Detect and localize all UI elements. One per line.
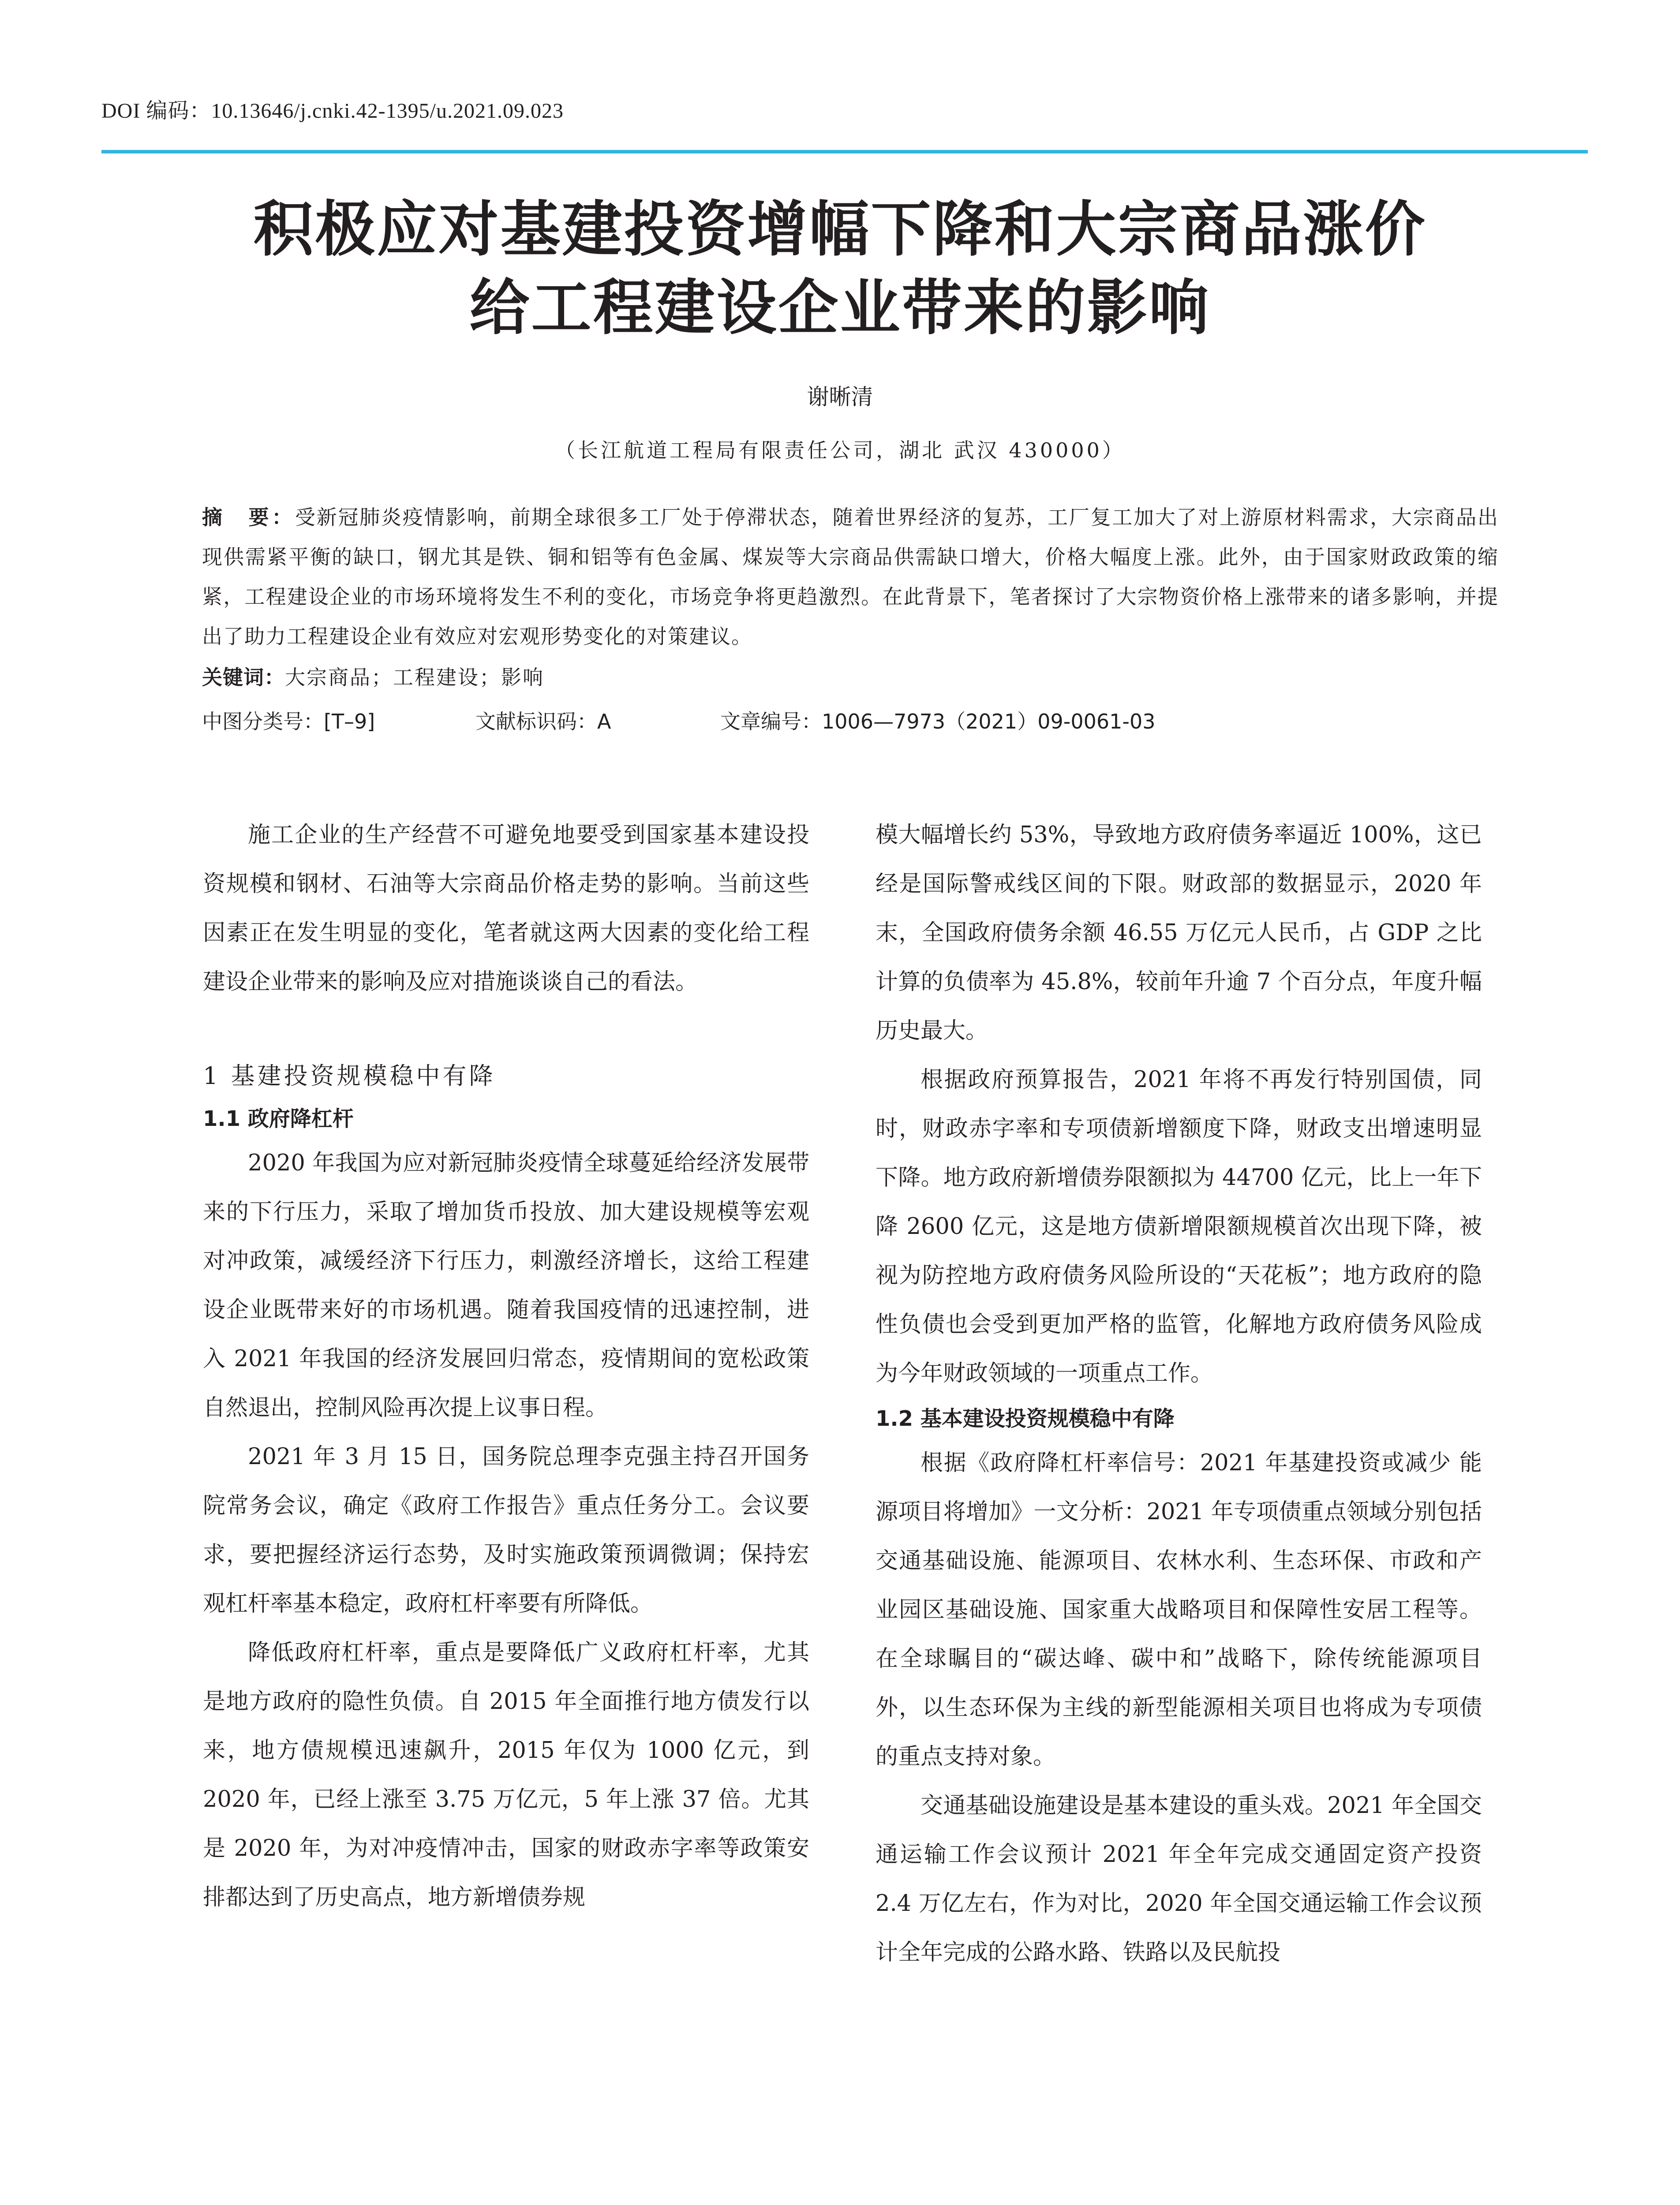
intro-paragraph: 施工企业的生产经营不可避免地要受到国家基本建设投资规模和钢材、石油等大宗商品价格走势的影响。当前这些因素正在发生明显的变化，笔者就这两大因素的变化给工程建设企业带来的影响及应对措施谈谈自己的看法。 <box>203 822 809 995</box>
title-line-2: 给工程建设企业带来的影响 <box>469 273 1211 343</box>
page-footer <box>1204 2201 1522 2205</box>
keywords <box>202 662 544 691</box>
abstract-text: 受新冠肺炎疫情影响，前期全球很多工厂处于停滞状态，随着世界经济的复苏，工厂复工加大了对上游原材料需求，大宗商品出现供需紧平衡的缺口，钢尤其是铁、铜和铝等有色金属、煤炭等大宗商品供需缺口增大，价格大幅度上涨。此外，由于国家财政政策的缩紧，工程建设企业的市场环境将发生不利的变化，市场竞争将更趋激烈。在此背景下，笔者探讨了大宗物资价格上涨带来的诸多影响，并提出了助力工程建设企业有效应对宏观形势变化的对策建议。 <box>202 505 1499 648</box>
body-paragraph: 2020 年我国为应对新冠肺炎疫情全球蔓延给经济发展带来的下行压力，采取了增加货币投放、加大建设规模等宏观对冲政策，减缓经济下行压力，刺激经济增长，这给工程建设企业既带来好的市场机遇。随着我国疫情的迅速控制，进入 2021 年我国的经济发展回归常态，疫情期间的宽松政策自然退出，控制风险再次提上议事日程。 <box>203 1150 809 1421</box>
keywords-label: 关键词： <box>202 665 285 689</box>
header-rule <box>101 150 1588 153</box>
body-paragraph: 根据政府预算报告，2021 年将不再发行特别国债，同时，财政赤字率和专项债新增额度下降，财政支出增速明显下降。地方政府新增债券限额拟为 44700 亿元，比上一年下降 2600 亿元，这是地方债新增限额规模首次出现下降，被视为防控地方政府债务风险所设的“天花板”；地方政府的隐性负债也会受到更加严格的监管，化解地方政府债务风险成为今年财政领域的一项重点工作。 <box>876 1067 1482 1387</box>
clc-number: 中图分类号：[T–9] <box>202 710 375 733</box>
article-number: 文章编号：1006—7973（2021）09-0061-03 <box>720 710 1156 733</box>
document-code: 文献标识码：A <box>475 710 611 733</box>
subsection-1-1-heading: 1.1 政府降杠杆 <box>203 1106 354 1131</box>
body-paragraph: 根据《政府降杠杆率信号：2021 年基建投资或减少 能源项目将增加》一文分析：2021 年专项债重点领域分别包括交通基础设施、能源项目、农林水利、生态环保、市政和产业园区基础设施、国家重大战略项目和保障性安居工程等。在全球瞩目的“碳达峰、碳中和”战略下，除传统能源项目外，以生态环保为主线的新型能源相关项目也将成为专项债的重点支持对象。 <box>876 1450 1482 1770</box>
affiliation: （长江航道工程局有限责任公司，湖北 武汉 430000） <box>555 438 1125 462</box>
classification-line <box>202 706 1156 735</box>
section-1-heading: 1 基建投资规模稳中有降 <box>203 1062 496 1090</box>
continued-paragraph: 模大幅增长约 53%，导致地方政府债务率逼近 100%，这已经是国际警戒线区间的下限。财政部的数据显示，2020 年末，全国政府债务余额 46.55 万亿元人民币，占 GDP 之比计算的负债率为 45.8%，较前年升逾 7 个百分点，年度升幅历史最大。 <box>876 822 1482 1044</box>
body-paragraph: 2021 年 3 月 15 日，国务院总理李克强主持召开国务院常务会议，确定《政府工作报告》重点任务分工。会议要求，要把握经济运行态势，及时实施政策预调微调；保持宏观杠杆率基本稳定，政府杠杆率要有所降低。 <box>203 1444 809 1617</box>
body-paragraph: 降低政府杠杆率，重点是要降低广义政府杠杆率，尤其是地方政府的隐性负债。自 2015 年全面推行地方债发行以来，地方债规模迅速飙升，2015 年仅为 1000 亿元，到 2020 年，已经上涨至 3.75 万亿元，5 年上涨 37 倍。尤其是 2020 年，为对冲疫情冲击，国家的财政赤字率等政策安排都达到了历史高点，地方新增债券规 <box>203 1640 809 1910</box>
keywords-text: 大宗商品；工程建设；影响 <box>285 665 544 689</box>
author: 谢晰清 <box>807 384 873 410</box>
body-paragraph: 交通基础设施建设是基本建设的重头戏。2021 年全国交通运输工作会议预计 2021 年全年完成交通固定资产投资 2.4 万亿左右，作为对比，2020 年全国交通运输工作会议预计全年完成的公路水路、铁路以及民航投 <box>876 1793 1482 1966</box>
title-line-1: 积极应对基建投资增幅下降和大宗商品涨价 <box>253 194 1427 265</box>
subsection-1-2-heading: 1.2 基本建设投资规模稳中有降 <box>876 1406 1175 1431</box>
doi-line: DOI 编码：10.13646/j.cnki.42-1395/u.2021.09.023 <box>101 99 564 123</box>
abstract <box>202 497 1499 656</box>
left-column <box>203 811 809 1922</box>
right-column <box>876 811 1482 1977</box>
abstract-label: 摘 要： <box>202 505 295 529</box>
